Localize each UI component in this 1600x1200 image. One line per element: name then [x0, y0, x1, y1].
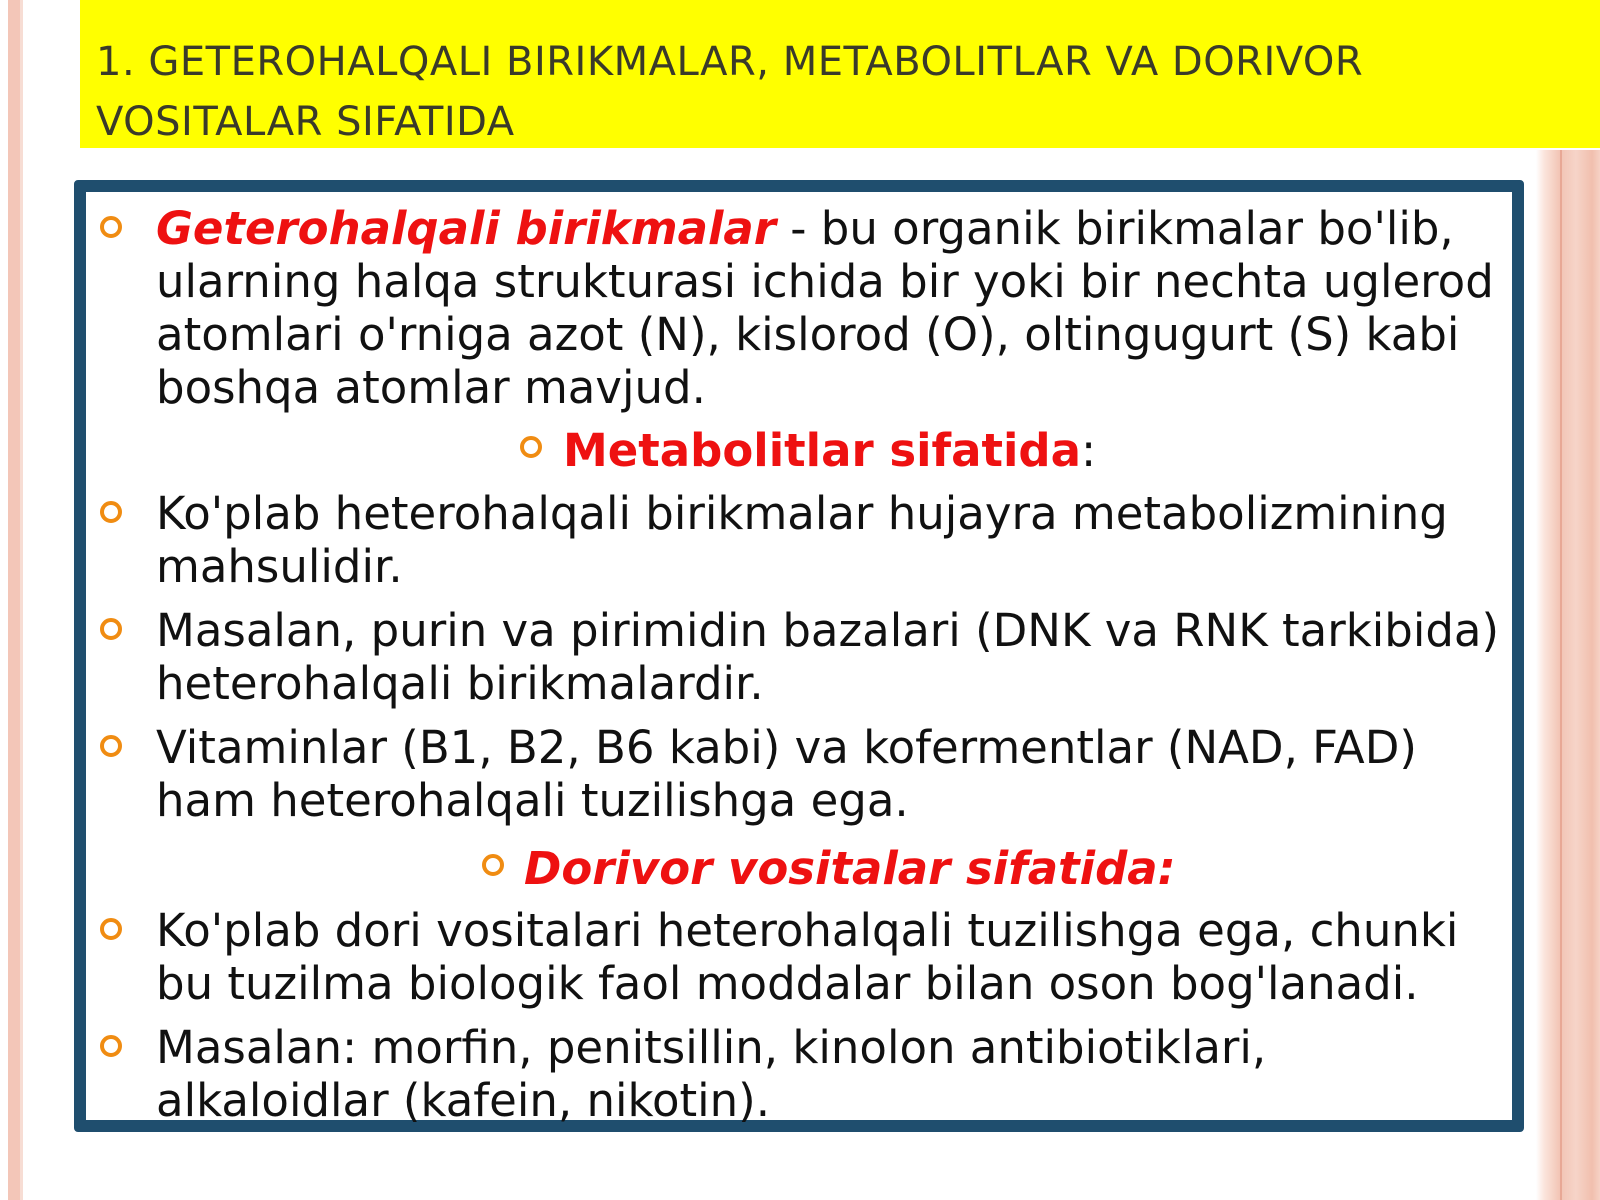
metabolites-heading-suffix: : [1080, 424, 1097, 477]
metabolites-heading-label: Metabolitlar sifatida [563, 424, 1081, 477]
bullet-icon [100, 735, 122, 757]
right-decor-line [1560, 150, 1562, 1200]
drugs-heading-label: Dorivor vositalar sifatida: [524, 842, 1176, 895]
bullet-icon [100, 216, 122, 238]
bullet-icon [100, 501, 122, 523]
definition-body: - bu organik birikmalar bo'lib, ularning halqa strukturasi ichida bir yoki bir nechta uglerod atomlari o'rniga azot (N), kislorod (O), oltingugurt (S) kabi boshqa atomlar mavjud. [156, 202, 1494, 414]
right-decor-stripe [1536, 150, 1600, 1200]
list-item-text: Ko'plab heterohalqali birikmalar hujayra metabolizmining mahsulidir. [156, 487, 1448, 593]
left-decor-line [20, 0, 23, 1200]
list-item-text: Masalan, purin va pirimidin bazalari (DNK va RNK tarkibida) heterohalqali birikmalardir. [156, 604, 1500, 710]
bullet-icon [100, 1035, 122, 1057]
content-box [74, 180, 1524, 1132]
slide-title: 1. GETEROHALQALI BIRIKMALAR, METABOLITLAR VA DORIVOR VOSITALAR SIFATIDA [96, 39, 1364, 145]
bullet-icon [482, 854, 504, 876]
bullet-icon [100, 618, 122, 640]
bullet-icon [100, 918, 122, 940]
definition-text [156, 202, 1506, 414]
list-item-text: Masalan: morfin, penitsillin, kinolon antibiotiklari, alkaloidlar (kafein, nikotin). [156, 1021, 1267, 1127]
drugs-heading [524, 842, 1176, 895]
metabolites-heading [563, 424, 1096, 477]
list-item-text: Ko'plab dori vositalari heterohalqali tuzilishga ega, chunki bu tuzilma biologik faol moddalar bilan oson bog'lanadi. [156, 904, 1459, 1010]
left-decor-stripe [8, 0, 20, 1200]
bullet-icon [520, 436, 542, 458]
list-item-text: Vitaminlar (B1, B2, B6 kabi) va kofermentlar (NAD, FAD) ham heterohalqali tuzilishga ega. [156, 721, 1417, 827]
definition-term: Geterohalqali birikmalar [156, 202, 776, 255]
